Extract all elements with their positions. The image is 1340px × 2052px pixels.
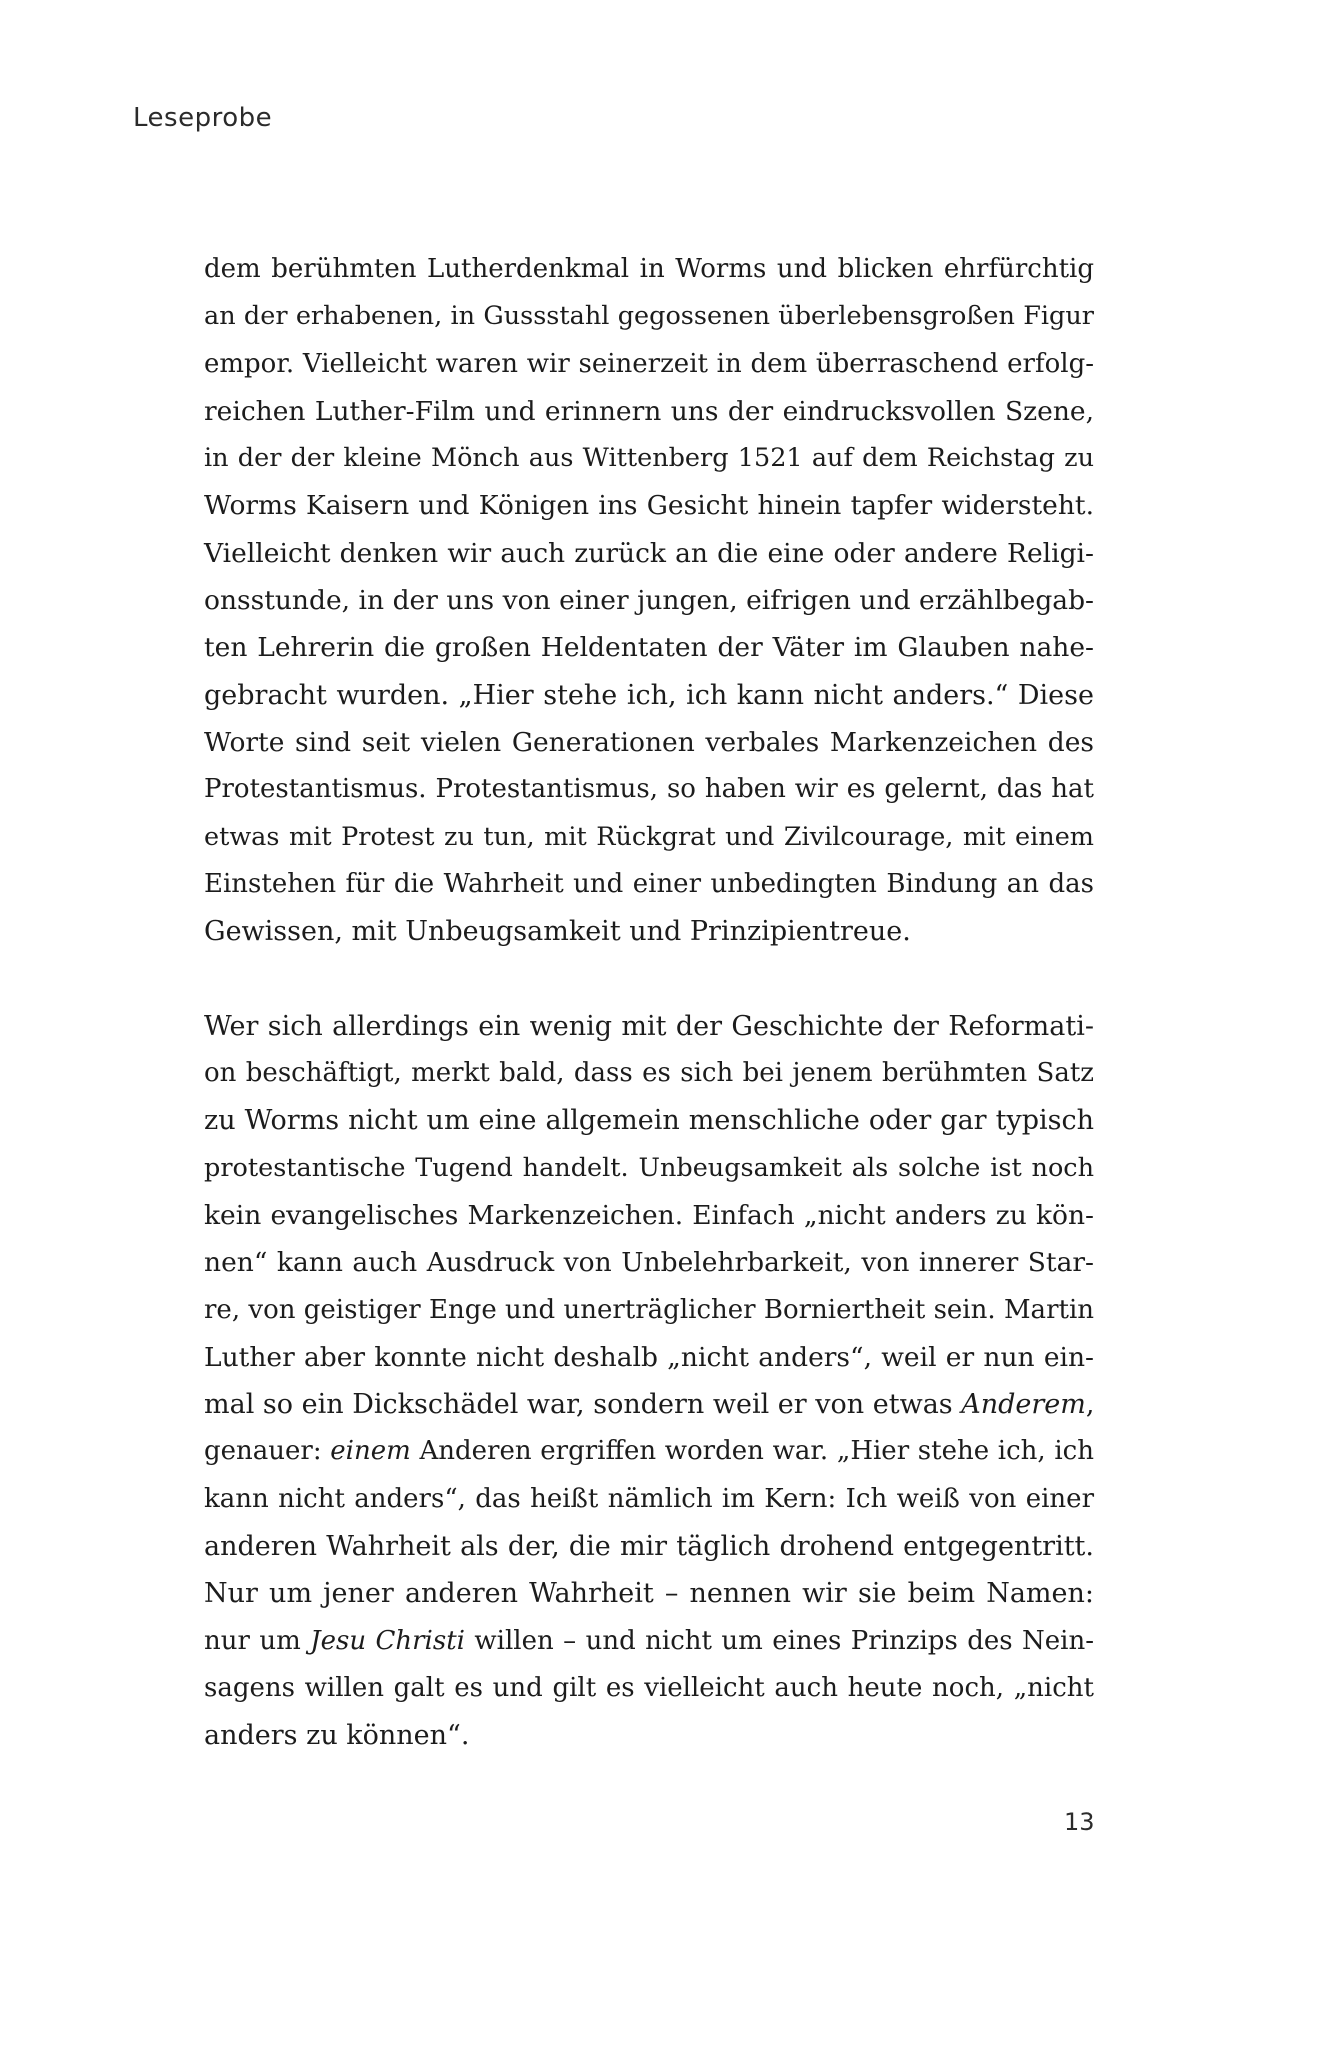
paragraph-2 [204, 1003, 1094, 1760]
text-line: Vielleicht denken wir auch zurück an die eine oder andere Religi- [204, 537, 1094, 569]
text-line: onsstunde, in der uns von einer jungen, eifrigen und erzählbegab- [204, 585, 1094, 617]
text-segment: nur um [204, 1625, 311, 1656]
text-line: sagens willen galt es und gilt es vielleicht auch heute noch, „nicht [204, 1672, 1094, 1703]
text-line: Worms Kaisern und Königen ins Gesicht hinein tapfer widersteht. [204, 490, 1094, 522]
paragraph-1 [204, 246, 1094, 955]
text-line: zu Worms nicht um eine allgemein menschliche oder gar typisch [204, 1105, 1094, 1137]
text-line: anderen Wahrheit als der, die mir täglich drohend entgegentritt. [204, 1531, 1094, 1563]
italic-emphasis: Anderem [961, 1389, 1086, 1421]
text-line: an der erhabenen, in Gussstahl gegossenen überlebensgroßen Figur [204, 301, 1094, 332]
italic-emphasis: Jesu Christi [310, 1625, 465, 1656]
text-segment: , [1085, 1389, 1095, 1421]
text-line: anders zu können“. [204, 1720, 470, 1752]
text-line: gebracht wurden. „Hier stehe ich, ich kann nicht anders.“ Diese [204, 679, 1094, 711]
text-line: Protestantismus. Protestantismus, so haben wir es gelernt, das hat [204, 774, 1094, 805]
page-number: 13 [1064, 1808, 1095, 1836]
text-line: etwas mit Protest zu tun, mit Rückgrat und Zivilcourage, mit einem [204, 821, 1094, 852]
text-line: nen“ kann auch Ausdruck von Unbelehrbarkeit, von innerer Star- [204, 1247, 1094, 1279]
paragraph-spacer [204, 955, 1094, 1002]
text-line: Luther aber konnte nicht deshalb „nicht anders“, weil er nun ein- [204, 1341, 1094, 1373]
text-segment: mal so ein Dickschädel war, sondern weil er von etwas [204, 1389, 962, 1421]
text-line: dem berühmten Lutherdenkmal in Worms und blicken ehrfürchtig [204, 254, 1094, 284]
text-line [204, 1428, 1094, 1475]
text-line: ten Lehrerin die großen Heldentaten der Väter im Glauben nahe- [204, 632, 1094, 664]
text-line: Gewissen, mit Unbeugsamkeit und Prinzipientreue. [204, 916, 911, 948]
text-line: Einstehen für die Wahrheit und einer unbedingten Bindung an das [204, 868, 1094, 899]
text-line: kann nicht anders“, das heißt nämlich im Kern: Ich weiß von einer [204, 1483, 1094, 1514]
text-line: on beschäftigt, merkt bald, dass es sich bei jenem berühmten Satz [204, 1058, 1094, 1089]
text-line: Nur um jener anderen Wahrheit – nennen wir sie beim Namen: [204, 1578, 1094, 1610]
text-line: in der der kleine Mönch aus Wittenberg 1521 auf dem Reichstag zu [204, 443, 1094, 474]
body-text [204, 246, 1094, 1760]
text-line: empor. Vielleicht waren wir seinerzeit in dem überraschend erfolg- [204, 348, 1094, 379]
text-line: reichen Luther-Film und erinnern uns der eindrucksvollen Szene, [204, 395, 1094, 427]
text-line: Worte sind seit vielen Generationen verbales Markenzeichen des [204, 726, 1094, 758]
text-line: re, von geistiger Enge und unerträglicher Borniertheit sein. Martin [204, 1294, 1094, 1325]
text-line: Wer sich allerdings ein wenig mit der Geschichte der Reformati- [204, 1010, 1094, 1042]
running-head: Leseprobe [133, 103, 273, 133]
text-line [204, 1381, 1094, 1428]
text-line: kein evangelisches Markenzeichen. Einfach „nicht anders zu kön- [204, 1199, 1094, 1231]
text-segment: Anderen ergriffen worden war. „Hier stehe ich, ich [410, 1436, 1094, 1467]
text-line: protestantische Tugend handelt. Unbeugsamkeit als solche ist noch [204, 1152, 1094, 1183]
text-line [204, 1618, 1094, 1665]
text-segment: willen – und nicht um eines Prinzips des Nein- [464, 1625, 1094, 1656]
text-segment: genauer: [204, 1436, 331, 1467]
italic-emphasis: einem [330, 1436, 411, 1467]
